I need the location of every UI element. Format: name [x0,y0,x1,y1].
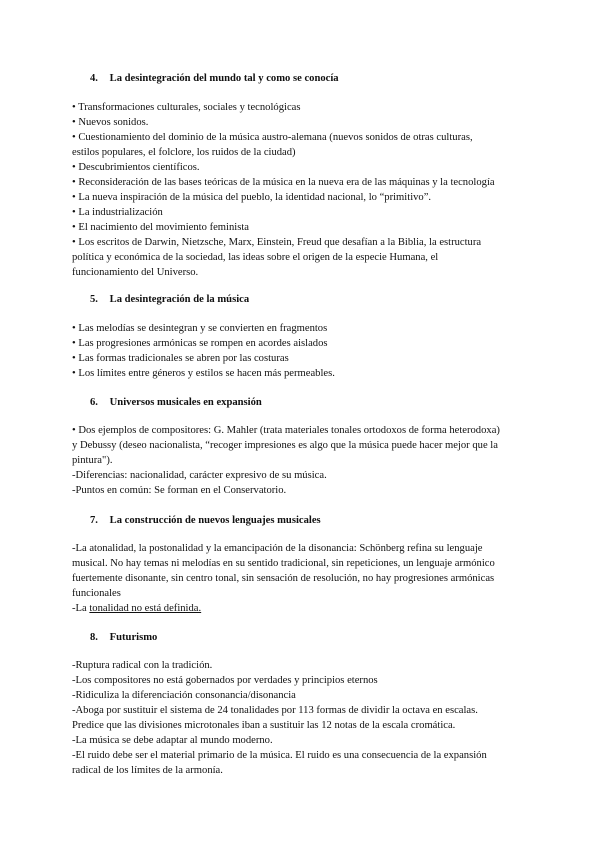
section-4-heading [90,71,339,86]
text-line: y Debussy (deseo nacionalista, “recoger impresiones es algo que la música puede hacer mejor que la [72,440,498,451]
text-line: radical de los límites de la armonía. [72,765,223,776]
section-5-heading [90,292,249,307]
text-line: Predice que las divisiones microtonales iban a sustituir las 12 notas de la escala cromática. [72,720,456,731]
section-7-body [72,541,530,616]
section-number: 7. [90,515,98,526]
text-line: • Nuevos sonidos. [72,117,149,128]
section-8-body [72,658,530,778]
text-line: • Los escritos de Darwin, Nietzsche, Marx, Einstein, Freud que desafían a la Biblia, la estructura [72,237,482,248]
section-title: La desintegración de la música [109,294,250,305]
section-5-body [72,321,530,381]
text-line: • Los límites entre géneros y estilos se hacen más permeables. [72,368,335,379]
section-title: Universos musicales en expansión [109,397,262,408]
text-line: funcionamiento del Universo. [72,267,199,278]
text-line: -Los compositores no está gobernados por verdades y principios eternos [72,675,378,686]
text-line [72,601,530,616]
underlined-phrase: tonalidad no está definida. [89,603,202,614]
text-line: estilos populares, el folclore, los ruidos de la ciudad) [72,147,296,158]
text-line-prefix: -La [72,603,90,614]
text-line: -Puntos en común: Se forman en el Conservatorio. [72,485,287,496]
text-line: -Aboga por sustituir el sistema de 24 tonalidades por 113 formas de dividir la octava en escalas. [72,705,478,716]
text-line: • Cuestionamiento del dominio de la música austro-alemana (nuevos sonidos de otras culturas, [72,132,473,143]
text-line: • El nacimiento del movimiento feminista [72,222,249,233]
text-line: -Ridiculiza la diferenciación consonancia/disonancia [72,690,296,701]
text-line: musical. No hay temas ni melodías en su sentido tradicional, sin repeticiones, un lenguaje armónico [72,558,495,569]
text-line: • Transformaciones culturales, sociales y tecnológicas [72,102,301,113]
section-title: La desintegración del mundo tal y como se conocía [109,73,339,84]
text-line: • Las progresiones armónicas se rompen en acordes aislados [72,338,328,349]
text-line: • La industrialización [72,207,163,218]
text-line: política y económica de la sociedad, las ideas sobre el origen de la especie Humana, el [72,252,439,263]
text-line: -La atonalidad, la postonalidad y la emancipación de la disonancia: Schönberg refina su lenguaje [72,543,483,554]
text-line: • Descubrimientos científicos. [72,162,200,173]
text-line: • Reconsideración de las bases teóricas de la música en la nueva era de las máquinas y la tecnología [72,177,495,188]
section-title: Futurismo [109,632,158,643]
text-line: • Las formas tradicionales se abren por las costuras [72,353,289,364]
section-number: 4. [90,73,98,84]
section-8-heading [90,630,157,645]
text-line: • Las melodías se desintegran y se convierten en fragmentos [72,323,328,334]
text-line: fuertemente disonante, sin centro tonal, sin sensación de resolución, no hay progresiones armónicas [72,573,495,584]
section-number: 5. [90,294,98,305]
section-6-body [72,423,530,498]
section-4-body [72,100,530,280]
text-line: -Diferencias: nacionalidad, carácter expresivo de su música. [72,470,327,481]
text-line: pintura"). [72,455,113,466]
text-line: • La nueva inspiración de la música del pueblo, la identidad nacional, lo “primitivo”. [72,192,432,203]
text-line: -El ruido debe ser el material primario de la música. El ruido es una consecuencia de la expansión [72,750,487,761]
section-6-heading [90,395,262,410]
text-line: -La música se debe adaptar al mundo moderno. [72,735,273,746]
text-line: funcionales [72,588,121,599]
section-number: 8. [90,632,98,643]
section-number: 6. [90,397,98,408]
section-7-heading [90,513,321,528]
text-line: -Ruptura radical con la tradición. [72,660,213,671]
section-title: La construcción de nuevos lenguajes musicales [109,515,321,526]
text-line: • Dos ejemplos de compositores: G. Mahler (trata materiales tonales ortodoxos de forma heterodoxa) [72,425,500,436]
